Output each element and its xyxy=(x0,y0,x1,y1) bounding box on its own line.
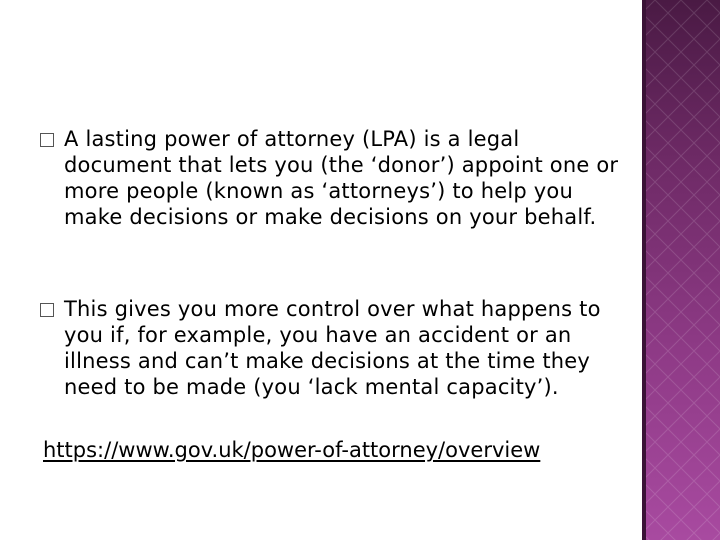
bullet-text: A lasting power of attorney (LPA) is a legal document that lets you (the ‘donor’) appoint one or more people (known as ‘attorneys’) to help you make decisions or make decisions on your behalf. xyxy=(64,127,619,229)
bullet-item-more-control xyxy=(40,296,630,400)
bullet-item-lpa-definition xyxy=(40,126,630,230)
diamond-pattern xyxy=(642,0,720,540)
sidebar-edge xyxy=(642,0,646,540)
bullet-text: This gives you more control over what happens to you if, for example, you have an accident or an illness and can’t make decisions at the time they need to be made (you ‘lack mental capacity’). xyxy=(64,297,601,399)
gov-uk-link[interactable]: https://www.gov.uk/power-of-attorney/overview xyxy=(43,438,541,462)
bullet-box-icon xyxy=(40,303,54,317)
decorative-sidebar xyxy=(642,0,720,540)
bullet-box-icon xyxy=(40,133,54,147)
